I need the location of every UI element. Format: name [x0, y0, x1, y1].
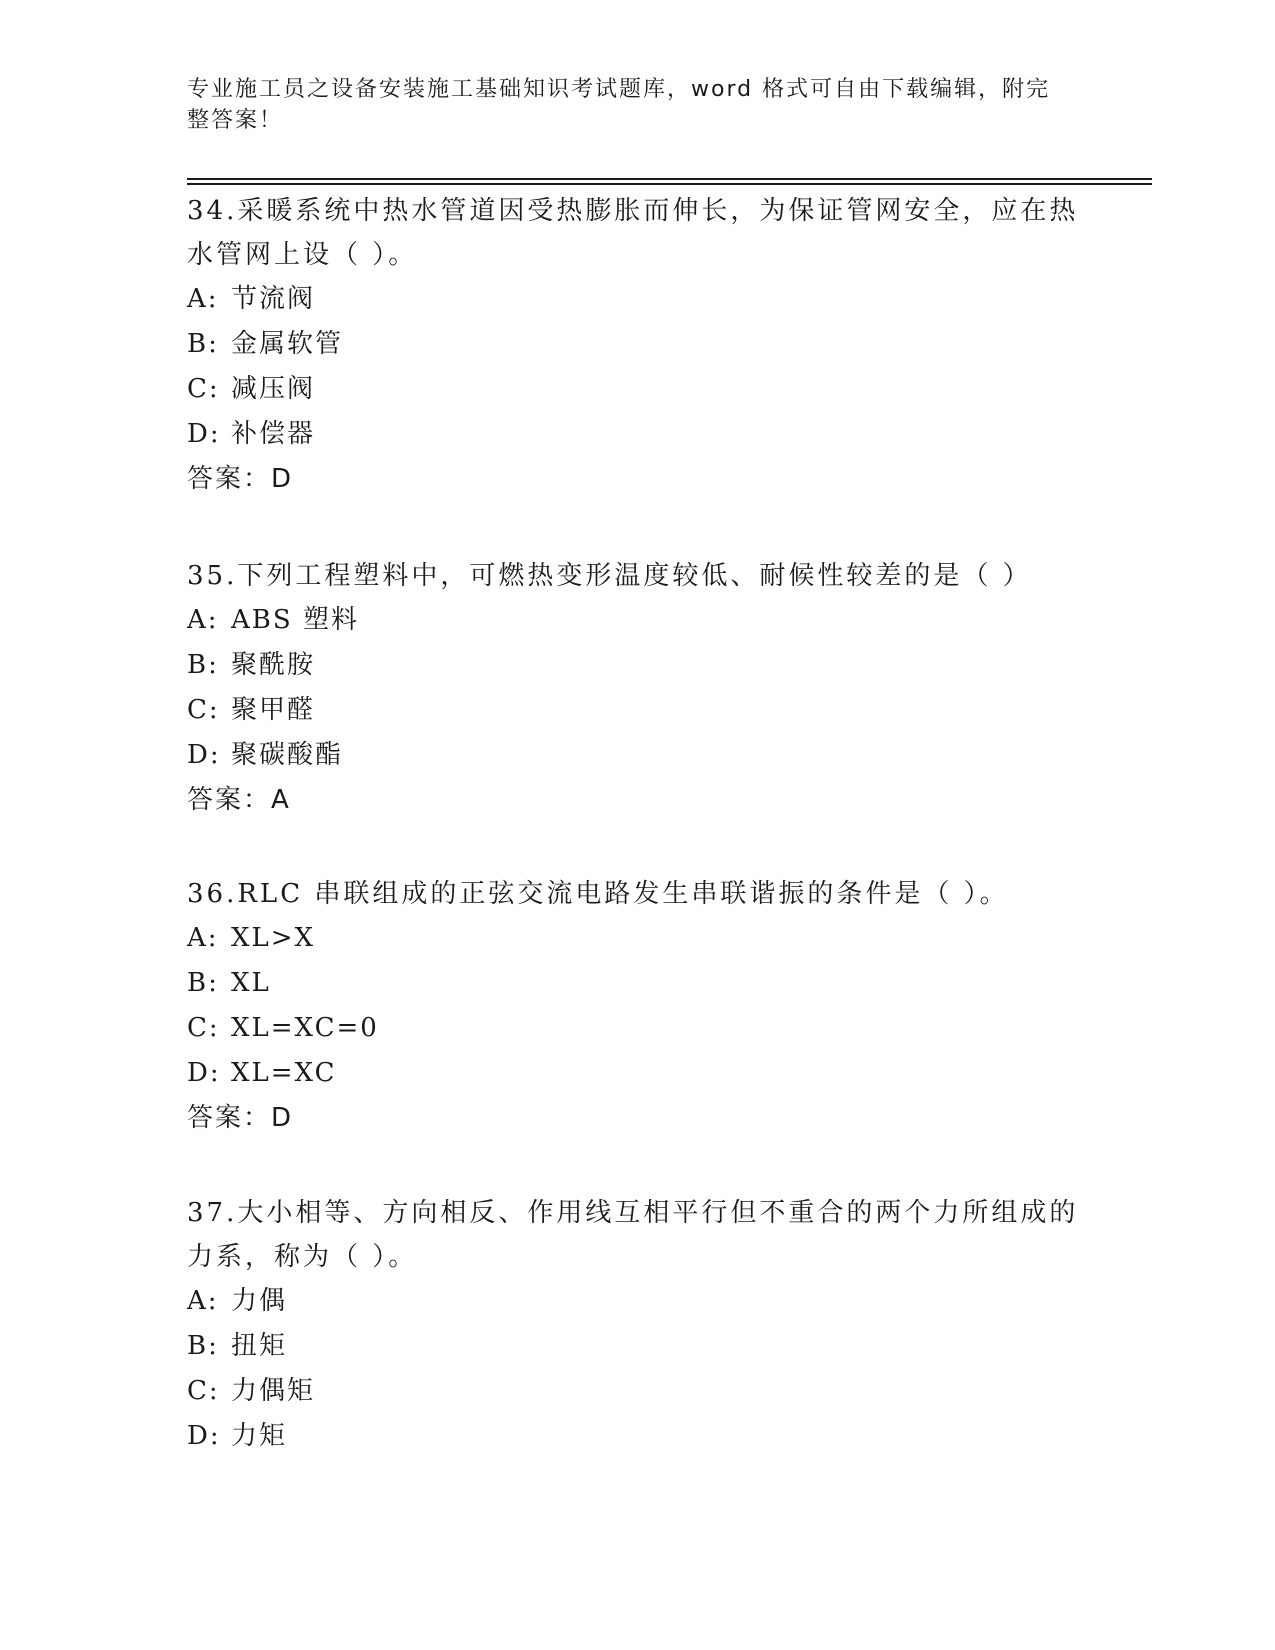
- option-text: 聚甲醛: [231, 695, 316, 725]
- question-35: [187, 554, 1087, 823]
- option-key: D:: [187, 1058, 221, 1088]
- option-a: [187, 277, 1087, 322]
- option-text: 金属软管: [231, 329, 344, 359]
- option-key: C:: [187, 695, 220, 725]
- option-text: 减压阀: [231, 374, 316, 404]
- option-text: 补偿器: [231, 419, 316, 449]
- answer-line: 答案：A: [187, 785, 291, 815]
- question-stem-line-1: 36.RLC 串联组成的正弦交流电路发生串联谐振的条件是（ ）。: [187, 879, 1009, 909]
- option-key: D:: [187, 740, 221, 770]
- option-d: [187, 412, 1087, 457]
- option-c: [187, 688, 1087, 733]
- option-key: B:: [187, 329, 219, 359]
- question-36: [187, 872, 1087, 1141]
- option-b: [187, 961, 1087, 1006]
- option-text: 力偶: [231, 1286, 288, 1316]
- question-stem-line-2: 力系，称为（ ）。: [187, 1242, 418, 1272]
- option-key: C:: [187, 1013, 220, 1043]
- option-key: A:: [187, 284, 219, 314]
- option-key: C:: [187, 1376, 220, 1406]
- option-text: ABS 塑料: [231, 605, 359, 635]
- option-key: C:: [187, 374, 220, 404]
- option-d: [187, 1051, 1087, 1096]
- option-b: [187, 1324, 1087, 1369]
- option-text: 力偶矩: [231, 1376, 316, 1406]
- option-b: [187, 643, 1087, 688]
- option-text: 力矩: [231, 1421, 288, 1451]
- option-key: A:: [187, 923, 219, 953]
- option-text: XL>X: [231, 923, 316, 953]
- answer-line: 答案：D: [187, 464, 294, 494]
- option-text: 扭矩: [231, 1331, 288, 1361]
- option-d: [187, 1414, 1087, 1459]
- option-a: [187, 598, 1087, 643]
- option-a: [187, 1279, 1087, 1324]
- question-stem-line-1: 35.下列工程塑料中，可燃热变形温度较低、耐候性较差的是（ ）: [187, 561, 1032, 591]
- option-c: [187, 1369, 1087, 1414]
- option-c: [187, 367, 1087, 412]
- answer-line: 答案：D: [187, 1103, 294, 1133]
- option-text: 聚酰胺: [231, 650, 316, 680]
- option-text: XL: [231, 968, 271, 998]
- option-d: [187, 733, 1087, 778]
- option-text: XL=XC=0: [231, 1013, 379, 1043]
- option-b: [187, 322, 1087, 367]
- question-stem-line-1: 34.采暖系统中热水管道因受热膨胀而伸长，为保证管网安全，应在热: [187, 196, 1079, 226]
- header-divider-top: [187, 178, 1152, 180]
- header-divider-bottom: [187, 183, 1152, 185]
- option-key: B:: [187, 650, 219, 680]
- header-line-1: 专业施工员之设备安装施工基础知识考试题库，word 格式可自由下载编辑，附完: [187, 77, 1051, 102]
- option-key: B:: [187, 1331, 219, 1361]
- option-a: [187, 916, 1087, 961]
- document-header: [187, 74, 1057, 136]
- header-line-2: 整答案！: [187, 108, 284, 133]
- question-34: [187, 189, 1087, 502]
- option-text: 节流阀: [231, 284, 316, 314]
- question-stem-line-2: 水管网上设（ ）。: [187, 240, 418, 270]
- option-key: B:: [187, 968, 219, 998]
- question-stem-line-1: 37.大小相等、方向相反、作用线互相平行但不重合的两个力所组成的: [187, 1198, 1079, 1228]
- option-key: A:: [187, 605, 219, 635]
- option-text: XL=XC: [231, 1058, 337, 1088]
- option-text: 聚碳酸酯: [231, 740, 344, 770]
- question-37: [187, 1191, 1087, 1459]
- option-c: [187, 1006, 1087, 1051]
- option-key: D:: [187, 1421, 221, 1451]
- option-key: D:: [187, 419, 221, 449]
- option-key: A:: [187, 1286, 219, 1316]
